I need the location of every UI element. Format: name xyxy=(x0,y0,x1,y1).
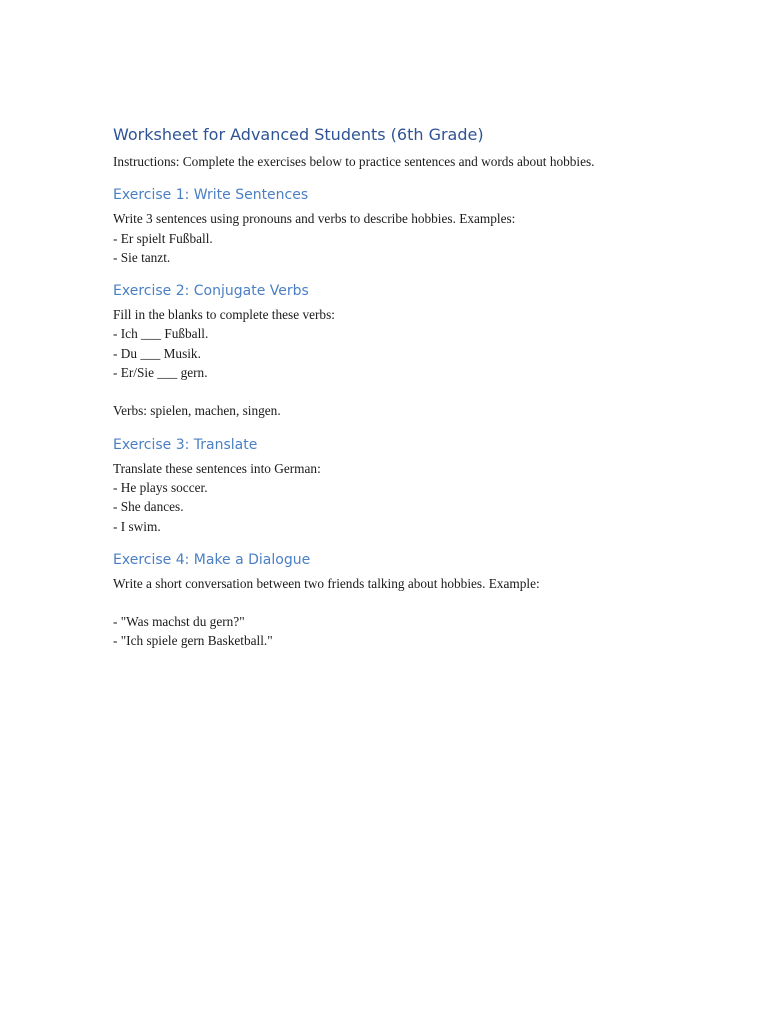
exercise-4-line: Write a short conversation between two friends talking about hobbies. Example: xyxy=(113,575,540,591)
dialogue-line: - "Was machst du gern?" xyxy=(113,614,245,630)
exercise-2-line: - Du ___ Musik. xyxy=(113,345,201,361)
exercise-3 xyxy=(113,435,708,536)
exercise-2-line: Fill in the blanks to complete these verbs: xyxy=(113,307,335,323)
exercise-3-line: - He plays soccer. xyxy=(113,479,208,495)
exercise-1 xyxy=(113,185,708,267)
exercise-3-line: - I swim. xyxy=(113,518,161,534)
exercise-3-line: Translate these sentences into German: xyxy=(113,460,321,476)
verbs-list: Verbs: spielen, machen, singen. xyxy=(113,403,281,419)
exercise-1-heading: Exercise 1: Write Sentences xyxy=(113,187,309,204)
exercise-2 xyxy=(113,281,708,420)
exercise-1-line: - Sie tanzt. xyxy=(113,249,171,265)
exercise-4-heading: Exercise 4: Make a Dialogue xyxy=(113,551,311,568)
blank-line xyxy=(113,593,708,612)
blank-line xyxy=(113,382,708,401)
dialogue-line: - "Ich spiele gern Basketball." xyxy=(113,633,273,649)
exercise-4 xyxy=(113,550,708,651)
exercise-2-heading: Exercise 2: Conjugate Verbs xyxy=(113,283,309,300)
exercise-2-line: - Er/Sie ___ gern. xyxy=(113,365,208,381)
exercise-3-line: - She dances. xyxy=(113,499,184,515)
instructions-text: Instructions: Complete the exercises below to practice sentences and words about hobbies. xyxy=(113,154,595,169)
exercise-1-line: Write 3 sentences using pronouns and verbs to describe hobbies. Examples: xyxy=(113,211,516,227)
exercise-3-heading: Exercise 3: Translate xyxy=(113,436,258,453)
exercise-2-line: - Ich ___ Fußball. xyxy=(113,326,209,342)
exercise-1-line: - Er spielt Fußball. xyxy=(113,230,213,246)
worksheet-title: Worksheet for Advanced Students (6th Grade) xyxy=(113,125,484,144)
